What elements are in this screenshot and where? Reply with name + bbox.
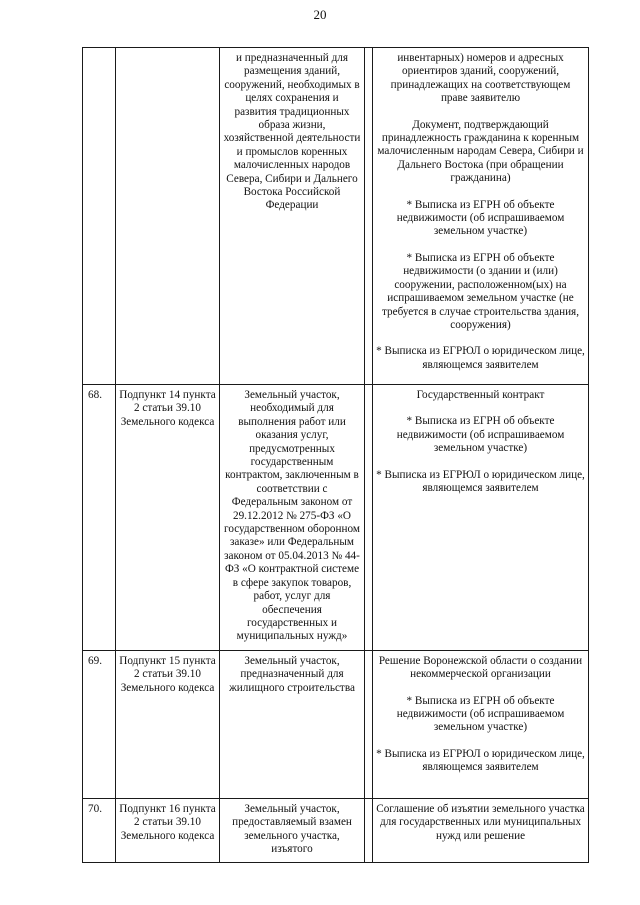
legal-basis: Подпункт 16 пункта 2 статьи 39.10 Земельного кодекса — [116, 798, 220, 863]
table-row — [83, 385, 589, 651]
spacer-cell — [365, 385, 373, 651]
document-item: * Выписка из ЕГРЮЛ о юридическом лице, являющемся заявителем — [376, 468, 585, 495]
documents-table — [82, 47, 589, 863]
legal-basis: Подпункт 15 пункта 2 статьи 39.10 Земельного кодекса — [116, 650, 220, 798]
row-number — [83, 48, 116, 385]
land-purpose: и предназначенный для размещения зданий, сооружений, необходимых в целях сохранения и развития традиционных образа жизни, хозяйственной деятельности и промыслов коренных малочисленных народов Севера, Сибири и Дальнего Востока Российской Федерации — [220, 48, 365, 385]
required-documents — [373, 650, 589, 798]
required-documents — [373, 385, 589, 651]
document-item: * Выписка из ЕГРН об объекте недвижимости (о здании и (или) сооружении, расположенном(ых) на испрашиваемом земельном участке (не требуется в случае строительства здания, сооружения) — [381, 251, 580, 331]
required-documents — [373, 48, 589, 385]
document-item: * Выписка из ЕГРН об объекте недвижимости (об испрашиваемом земельном участке) — [396, 694, 565, 734]
required-documents — [373, 798, 589, 863]
document-item: * Выписка из ЕГРЮЛ о юридическом лице, являющемся заявителем — [376, 345, 585, 371]
document-item: Документ, подтверждающий принадлежность гражданина к коренным малочисленным народам Севера, Сибири и Дальнего Востока (при обращении гражданина) — [377, 118, 584, 185]
spacer-cell — [365, 48, 373, 385]
legal-basis — [116, 48, 220, 385]
row-number: 69. — [83, 650, 116, 798]
row-number: 70. — [83, 798, 116, 863]
table-row — [83, 48, 589, 385]
table-body — [83, 48, 589, 863]
document-item: * Выписка из ЕГРН об объекте недвижимости (об испрашиваемом земельном участке) — [396, 198, 565, 238]
spacer-cell — [365, 798, 373, 863]
page-number: 20 — [313, 7, 327, 22]
document-item: Государственный контракт — [416, 389, 545, 401]
land-purpose: Земельный участок, предоставляемый взамен земельного участка, изъятого — [220, 798, 365, 863]
land-purpose: Земельный участок, предназначенный для жилищного строительства — [220, 650, 365, 798]
document-item: * Выписка из ЕГРЮЛ о юридическом лице, являющемся заявителем — [376, 747, 585, 774]
document-item: Решение Воронежской области о создании некоммерческой организации — [378, 654, 583, 681]
table-row — [83, 650, 589, 798]
row-number: 68. — [83, 385, 116, 651]
spacer-cell — [365, 650, 373, 798]
land-purpose: Земельный участок, необходимый для выполнения работ или оказания услуг, предусмотренных государственным контрактом, заключенным в соответствии с Федеральным законом от 29.12.2012 № 275-ФЗ «О государственном оборонном заказе» или Федеральным законом от 05.04.2013 № 44-ФЗ «О контрактной системе в сфере закупок товаров, работ, услуг для обеспечения государственных и муниципальных нужд» — [220, 385, 365, 651]
document-item: * Выписка из ЕГРН об объекте недвижимости (об испрашиваемом земельном участке) — [396, 415, 565, 455]
table-row — [83, 798, 589, 863]
document-item: инвентарных) номеров и адресных ориентиров зданий, сооружений, принадлежащих на соответствующем праве заявителю — [390, 52, 571, 105]
legal-basis: Подпункт 14 пункта 2 статьи 39.10 Земельного кодекса — [116, 385, 220, 651]
document-item: Соглашение об изъятии земельного участка для государственных или муниципальных нужд или решение — [376, 802, 585, 842]
